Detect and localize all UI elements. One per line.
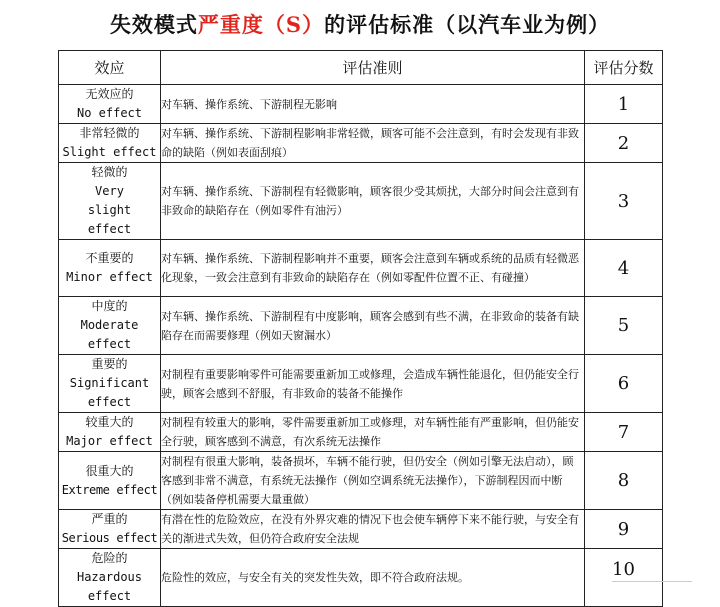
table-row <box>59 85 663 124</box>
score-cell: 5 <box>585 297 663 355</box>
criteria-cell: 对制程有较重大的影响，零件需要重新加工或修理，对车辆性能有严重影响，但仍能安全行驶，顾客感到不满意，有次系统无法操作 <box>161 413 585 452</box>
header-criteria: 评估准则 <box>161 51 585 85</box>
score-cell: 4 <box>585 240 663 297</box>
effect-en: No effect <box>76 106 143 120</box>
table-row <box>59 510 663 549</box>
table-row <box>59 163 663 240</box>
effect-zh: 非常轻微的 <box>79 126 140 140</box>
severity-criteria-table <box>58 50 663 607</box>
table-row <box>59 355 663 413</box>
title-suffix: 的评估标准（以汽车业为例） <box>324 12 611 37</box>
effect-cell <box>59 413 161 452</box>
effect-zh: 较重大的 <box>85 415 134 429</box>
effect-cell <box>59 355 161 413</box>
criteria-cell: 对制程有重要影响零件可能需要重新加工或修理，会造成车辆性能退化，但仍能安全行驶，顾客会感到不舒服，有非致命的装备不能操作 <box>161 355 585 413</box>
effect-en: Significant effect <box>69 376 150 409</box>
effect-zh: 无效应的 <box>85 87 134 101</box>
criteria-cell: 对车辆、操作系统、下游制程影响并不重要，顾客会注意到车辆或系统的品质有轻微恶化现象，一致会注意到有非致命的缺陷存在（例如零配件位置不正、有碰撞） <box>161 240 585 297</box>
criteria-cell: 对车辆、操作系统、下游制程无影响 <box>161 85 585 124</box>
effect-en: Major effect <box>66 434 153 448</box>
effect-cell <box>59 85 161 124</box>
effect-en: Serious effect <box>61 531 158 545</box>
title-prefix: 失效模式 <box>109 12 198 37</box>
page-edge-divider <box>612 581 692 588</box>
criteria-cell: 危险性的效应，与安全有关的突发性失效，即不符合政府法规。 <box>161 549 585 607</box>
effect-cell <box>59 240 161 297</box>
table-row <box>59 240 663 297</box>
table-row <box>59 549 663 607</box>
criteria-cell: 对车辆、操作系统、下游制程影响非常轻微，顾客可能不会注意到，有时会发现有非致命的缺陷（例如表面刮痕） <box>161 124 585 163</box>
criteria-cell: 对车辆、操作系统、下游制程有轻微影响，顾客很少受其烦扰，大部分时间会注意到有非致命的缺陷存在（例如零件有油污） <box>161 163 585 240</box>
title-highlight: 严重度（S） <box>197 12 325 37</box>
header-effect: 效应 <box>59 51 161 85</box>
effect-cell <box>59 549 161 607</box>
criteria-cell: 对车辆、操作系统、下游制程有中度影响，顾客会感到有些不满，在非致命的装备有缺陷存在而需要修理（例如天窗漏水） <box>161 297 585 355</box>
effect-en: Hazardous effect <box>76 570 143 603</box>
effect-zh: 很重大的 <box>85 463 134 478</box>
criteria-cell: 有潜在性的危险效应，在没有外界灾难的情况下也会使车辆停下来不能行驶，与安全有关的渐进式失效，但仍符合政府安全法规 <box>161 510 585 549</box>
effect-zh: 轻微的 <box>91 165 128 179</box>
score-cell: 6 <box>585 355 663 413</box>
score-cell: 9 <box>585 510 663 549</box>
score-cell: 3 <box>585 163 663 240</box>
table-row <box>59 124 663 163</box>
effect-cell <box>59 452 161 510</box>
table-row <box>59 452 663 510</box>
effect-zh: 中度的 <box>91 299 128 313</box>
header-score: 评估分数 <box>585 51 663 85</box>
effect-cell <box>59 510 161 549</box>
score-cell: 2 <box>585 124 663 163</box>
score-cell: 1 <box>585 85 663 124</box>
table-row <box>59 413 663 452</box>
effect-zh: 重要的 <box>91 357 128 371</box>
score-cell: 10 <box>585 549 663 607</box>
score-cell: 8 <box>585 452 663 510</box>
effect-en: Moderate effect <box>80 318 139 351</box>
table-row <box>59 297 663 355</box>
effect-zh: 不重要的 <box>85 251 134 265</box>
effect-cell <box>59 124 161 163</box>
effect-en: Very slight effect <box>87 184 132 236</box>
criteria-cell: 对制程有很重大影响，装备损坏，车辆不能行驶，但仍安全（例如引擎无法启动），顾客感到非常不满意，有系统无法操作（例如空调系统无法操作），下游制程因而中断（例如装备停机需要大量重做） <box>161 452 585 510</box>
effect-en: Slight effect <box>62 145 157 159</box>
effect-en: Minor effect <box>66 270 153 284</box>
effect-cell <box>59 163 161 240</box>
table-header-row <box>59 51 663 85</box>
effect-zh: 危险的 <box>91 551 128 565</box>
score-cell: 7 <box>585 413 663 452</box>
effect-cell <box>59 297 161 355</box>
effect-en: Extreme effect <box>61 482 158 497</box>
effect-zh: 严重的 <box>91 512 128 526</box>
page-title <box>0 8 720 42</box>
